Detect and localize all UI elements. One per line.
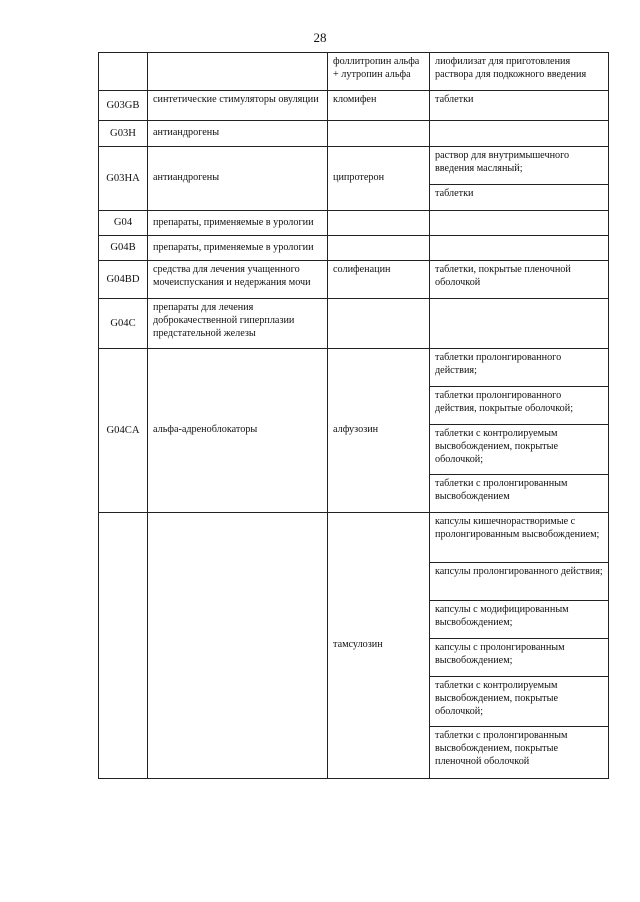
table-row bbox=[99, 299, 609, 349]
form-cell: таблетки, покрытые пленочной оболочкой bbox=[430, 261, 609, 299]
atc-code-cell bbox=[99, 513, 148, 779]
table-row bbox=[99, 91, 609, 121]
group-cell: препараты, применяемые в урологии bbox=[148, 236, 328, 261]
form-cell: таблетки с контролируемым высвобождением, покрытые оболочкой; bbox=[430, 425, 609, 475]
form-cell: лиофилизат для приготовления раствора для подкожного введения bbox=[430, 53, 609, 91]
atc-code-cell: G04 bbox=[99, 211, 148, 236]
form-cell: капсулы с пролонгированным высвобождением; bbox=[430, 639, 609, 677]
group-cell: препараты для лечения доброкачественной гиперплазии предстательной железы bbox=[148, 299, 328, 349]
group-cell: антиандрогены bbox=[148, 147, 328, 211]
group-cell: препараты, применяемые в урологии bbox=[148, 211, 328, 236]
form-cell: таблетки с контролируемым высвобождением, покрытые оболочкой; bbox=[430, 677, 609, 727]
form-cell: таблетки пролонгированного действия, покрытые оболочкой; bbox=[430, 387, 609, 425]
substance-cell bbox=[328, 211, 430, 236]
form-cell: капсулы кишечнорастворимые с пролонгированным высвобождением; bbox=[430, 513, 609, 563]
atc-code-cell: G04CA bbox=[99, 349, 148, 513]
table-row bbox=[99, 147, 609, 185]
form-cell bbox=[430, 121, 609, 147]
page-number: 28 bbox=[313, 30, 327, 45]
atc-code-cell bbox=[99, 53, 148, 91]
atc-code-cell: G04C bbox=[99, 299, 148, 349]
table-row bbox=[99, 236, 609, 261]
substance-cell: ципротерон bbox=[328, 147, 430, 211]
table-row bbox=[99, 53, 609, 91]
form-cell bbox=[430, 211, 609, 236]
atc-code-cell: G04B bbox=[99, 236, 148, 261]
form-cell: таблетки с пролонгированным высвобождением, покрытые пленочной оболочкой bbox=[430, 727, 609, 779]
substance-cell: тамсулозин bbox=[328, 513, 430, 779]
form-cell bbox=[430, 236, 609, 261]
substance-cell bbox=[328, 299, 430, 349]
table-row bbox=[99, 513, 609, 563]
substance-cell bbox=[328, 121, 430, 147]
table-row bbox=[99, 121, 609, 147]
form-cell bbox=[430, 299, 609, 349]
atc-code-cell: G03GB bbox=[99, 91, 148, 121]
drug-table bbox=[98, 52, 609, 779]
table-row bbox=[99, 349, 609, 387]
table-row bbox=[99, 211, 609, 236]
substance-cell bbox=[328, 236, 430, 261]
form-cell: капсулы с модифицированным высвобождением; bbox=[430, 601, 609, 639]
substance-cell: кломифен bbox=[328, 91, 430, 121]
group-cell: средства для лечения учащенного мочеиспускания и недержания мочи bbox=[148, 261, 328, 299]
form-cell: таблетки bbox=[430, 91, 609, 121]
group-cell bbox=[148, 513, 328, 779]
form-cell: раствор для внутримышечного введения масляный; bbox=[430, 147, 609, 185]
form-cell: таблетки bbox=[430, 185, 609, 211]
group-cell: альфа-адреноблокаторы bbox=[148, 349, 328, 513]
form-cell: капсулы пролонгированного действия; bbox=[430, 563, 609, 601]
atc-code-cell: G04BD bbox=[99, 261, 148, 299]
table-row bbox=[99, 261, 609, 299]
form-cell: таблетки с пролонгированным высвобождением bbox=[430, 475, 609, 513]
group-cell: синтетические стимуляторы овуляции bbox=[148, 91, 328, 121]
atc-code-cell: G03H bbox=[99, 121, 148, 147]
substance-cell: алфузозин bbox=[328, 349, 430, 513]
group-cell: антиандрогены bbox=[148, 121, 328, 147]
group-cell bbox=[148, 53, 328, 91]
form-cell: таблетки пролонгированного действия; bbox=[430, 349, 609, 387]
atc-code-cell: G03HA bbox=[99, 147, 148, 211]
substance-cell: фоллитропин альфа + лутропин альфа bbox=[328, 53, 430, 91]
substance-cell: солифенацин bbox=[328, 261, 430, 299]
